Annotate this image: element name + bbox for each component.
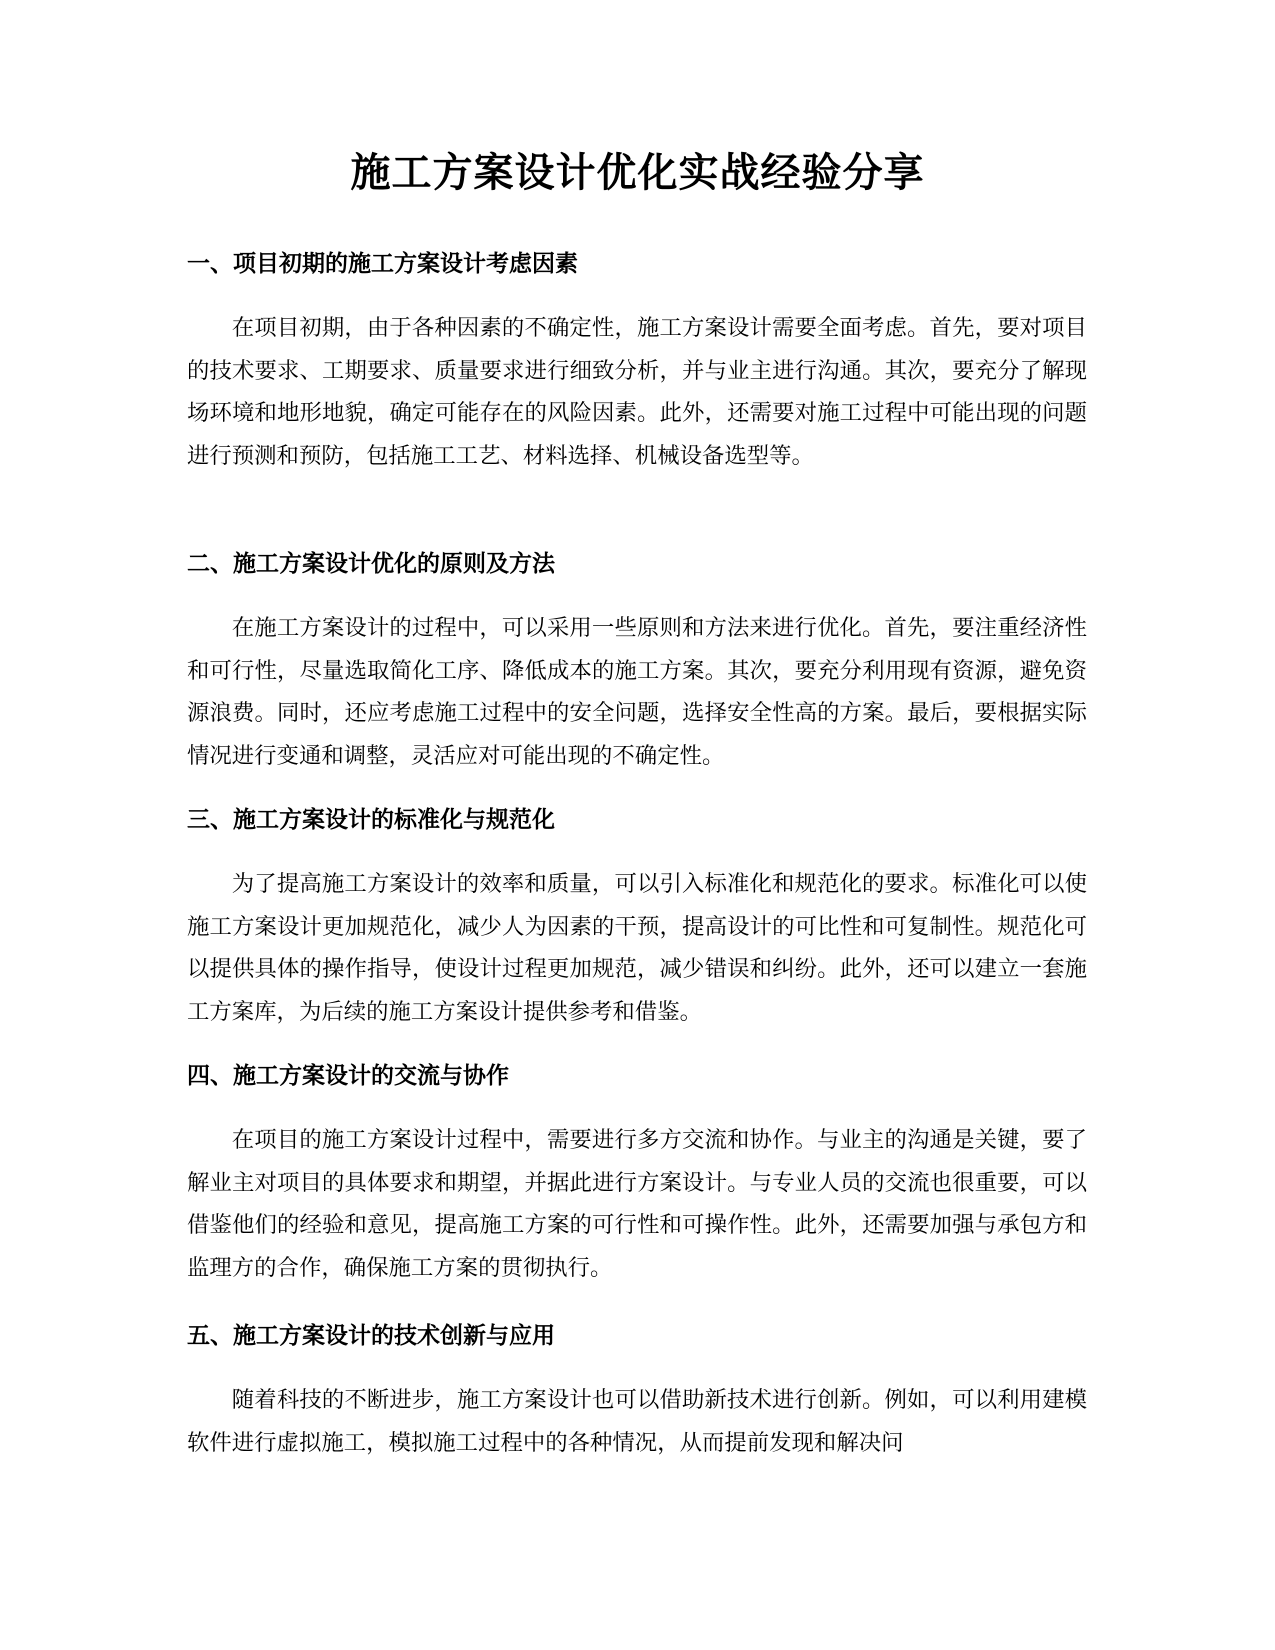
section-paragraph: 在项目的施工方案设计过程中，需要进行多方交流和协作。与业主的沟通是关键，要了解业主对项目的具体要求和期望，并据此进行方案设计。与专业人员的交流也很重要，可以借鉴他们的经验和意见，提高施工方案的可行性和可操作性。此外，还需要加强与承包方和监理方的合作，确保施工方案的贯彻执行。	[187, 1127, 1087, 1281]
section-paragraph: 在项目初期，由于各种因素的不确定性，施工方案设计需要全面考虑。首先，要对项目的技术要求、工期要求、质量要求进行细致分析，并与业主进行沟通。其次，要充分了解现场环境和地形地貌，确定可能存在的风险因素。此外，还需要对施工过程中可能出现的问题进行预测和预防，包括施工工艺、材料选择、机械设备选型等。	[187, 315, 1087, 469]
section-heading: 三、施工方案设计的标准化与规范化	[187, 807, 555, 833]
section-3	[187, 804, 1087, 1033]
section-heading: 四、施工方案设计的交流与协作	[187, 1063, 509, 1089]
section-5	[187, 1320, 1087, 1464]
section-heading: 五、施工方案设计的技术创新与应用	[187, 1323, 555, 1349]
section-1	[187, 248, 1087, 477]
section-paragraph: 在施工方案设计的过程中，可以采用一些原则和方法来进行优化。首先，要注重经济性和可行性，尽量选取简化工序、降低成本的施工方案。其次，要充分利用现有资源，避免资源浪费。同时，还应考虑施工过程中的安全问题，选择安全性高的方案。最后，要根据实际情况进行变通和调整，灵活应对可能出现的不确定性。	[187, 615, 1087, 769]
document-title: 施工方案设计优化实战经验分享	[350, 150, 925, 196]
section-4	[187, 1060, 1087, 1289]
section-heading: 一、项目初期的施工方案设计考虑因素	[187, 251, 578, 277]
section-2	[187, 548, 1087, 777]
section-paragraph: 为了提高施工方案设计的效率和质量，可以引入标准化和规范化的要求。标准化可以使施工方案设计更加规范化，减少人为因素的干预，提高设计的可比性和可复制性。规范化可以提供具体的操作指导，使设计过程更加规范，减少错误和纠纷。此外，还可以建立一套施工方案库，为后续的施工方案设计提供参考和借鉴。	[187, 871, 1087, 1025]
section-paragraph: 随着科技的不断进步，施工方案设计也可以借助新技术进行创新。例如，可以利用建模软件进行虚拟施工，模拟施工过程中的各种情况，从而提前发现和解决问	[187, 1387, 1087, 1456]
section-heading: 二、施工方案设计优化的原则及方法	[187, 551, 555, 577]
